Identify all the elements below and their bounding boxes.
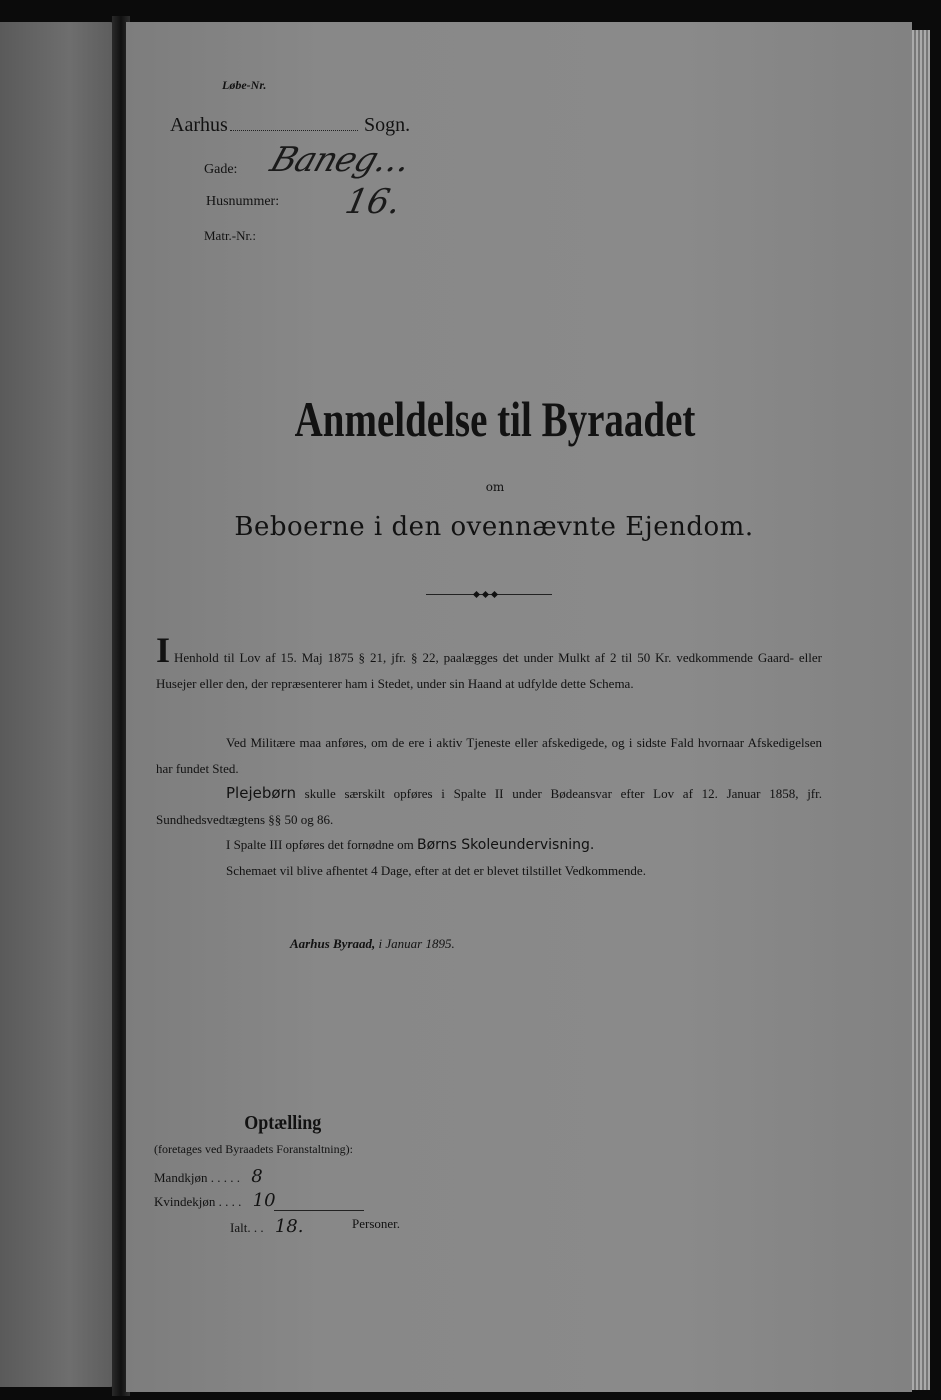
foster-children-text: skulle særskilt opføres i Spalte II under Bødeansvar efter Lov af 12. Januar 1858, jfr. Sundhedsvedtægtens §§ 50 og 86. <box>156 786 822 827</box>
count-total-row <box>230 1216 303 1237</box>
paragraph-foster-children <box>156 780 822 833</box>
house-number-label: Husnummer: <box>206 194 280 209</box>
title-connector: om <box>485 480 505 494</box>
schooling-emphasis: Børns Skoleundervisning. <box>416 837 595 853</box>
parish-suffix: Sogn. <box>364 114 411 136</box>
paragraph-law <box>156 630 822 697</box>
street-value: Baneg… <box>265 140 416 180</box>
house-number-value: 16. <box>341 182 405 222</box>
issue-date: i Januar 1895. <box>378 936 455 951</box>
parish-dotted-line <box>230 130 358 131</box>
paragraph-law-text: Henhold til Lov af 15. Maj 1875 § 21, jfr. § 22, paalægges det under Mulkt af 2 til 50 Kr. vedkommende Gaard- eller Husejer eller den, der repræsenterer ham i Stedet, under sin Haand at udfylde dette Schema. <box>156 650 822 691</box>
parish-prefix: Aarhus <box>170 114 228 136</box>
female-label: Kvindekjøn . . . . <box>154 1194 242 1209</box>
ornament-dot <box>473 591 480 598</box>
paragraph-schooling <box>226 832 826 858</box>
drop-cap: I <box>156 630 171 670</box>
count-subtitle: (foretages ved Byraadets Foranstaltning): <box>154 1142 353 1156</box>
sum-line <box>274 1210 364 1211</box>
count-female-row <box>154 1190 276 1211</box>
ornament-dot <box>491 591 498 598</box>
street-label: Gade: <box>204 162 238 177</box>
male-value: 8 <box>251 1166 263 1187</box>
foster-children-lead: Plejebørn <box>226 784 296 802</box>
male-label: Mandkjøn . . . . . <box>154 1170 240 1185</box>
persons-unit: Personer. <box>352 1216 401 1231</box>
lobe-nr-label: Løbe-Nr. <box>222 78 267 92</box>
total-value: 18. <box>274 1216 304 1237</box>
paragraph-military: Ved Militære maa anføres, om de ere i aktiv Tjeneste eller afskedigede, og i sidste Fald hvornaar Afskedigelsen har fundet Sted. <box>156 735 822 776</box>
matr-label: Matr.-Nr.: <box>204 228 256 243</box>
total-label: Ialt. . . <box>230 1220 264 1235</box>
count-title: Optælling <box>244 1112 322 1134</box>
ornament-dot <box>482 591 489 598</box>
previous-page <box>0 22 116 1387</box>
issuer-name: Aarhus Byraad, <box>290 936 376 951</box>
count-male-row <box>154 1166 263 1187</box>
document-subtitle: Beboerne i den ovennævnte Ejendom. <box>234 512 754 542</box>
form-page <box>126 22 912 1392</box>
paragraph-collection: Schemaet vil blive afhentet 4 Dage, efter at det er blevet tilstillet Vedkommende. <box>226 863 646 878</box>
issuer-signature <box>290 936 455 952</box>
schooling-text: I Spalte III opføres det fornødne om <box>226 837 414 852</box>
female-value: 10 <box>252 1190 276 1211</box>
document-title: Anmeldelse til Byraadet <box>294 391 696 447</box>
